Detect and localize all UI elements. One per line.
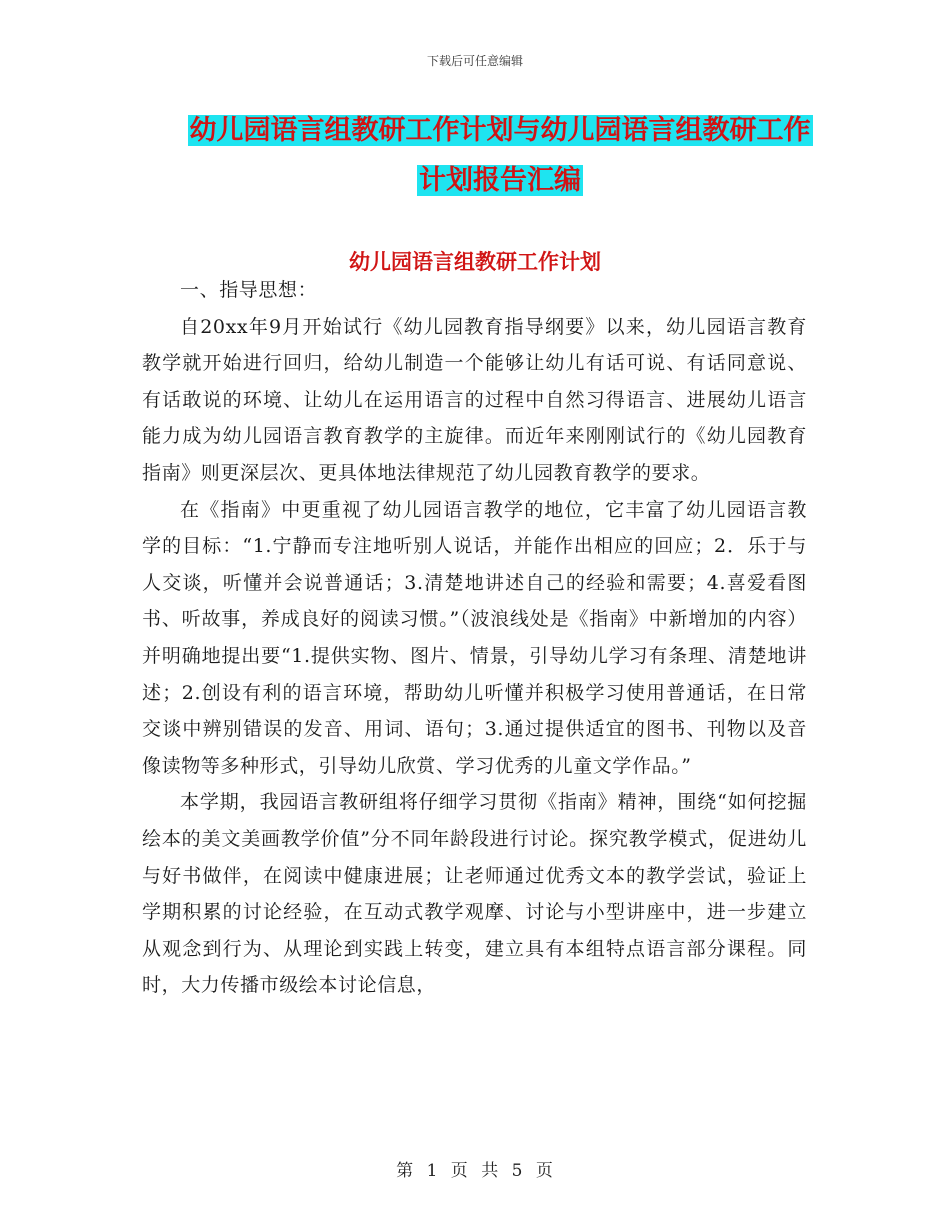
- paragraph-heading: 一、指导思想：: [180, 279, 318, 301]
- document-title: [150, 106, 850, 206]
- footer-middle: 页: [450, 1161, 469, 1181]
- paragraph: 在《指南》中更重视了幼儿园语言教学的地位，它丰富了幼儿园语言教学的目标：“1.宁静而专注地听别人说话，并能作出相应的回应；2．乐于与人交谈，听懂并会说普通话；3.清楚地讲述自己的经验和需要；4.喜爱看图书、听故事，养成良好的阅读习惯。”（波浪线处是《指南》中新增加的内容）并明确地提出要“1.提供实物、图片、情景，引导幼儿学习有条理、清楚地讲述；2.创设有利的语言环境，帮助幼儿听懂并积极学习使用普通话，在日常交谈中辨别错误的发音、用词、语句；3.通过提供适宜的图书、刊物以及音像读物等多种形式，引导幼儿欣赏、学习优秀的儿童文学作品。”: [142, 498, 807, 777]
- current-page-number: 1: [426, 1161, 439, 1181]
- paragraph: 自20xx年9月开始试行《幼儿园教育指导纲要》以来，幼儿园语言教育教学就开始进行回归，给幼儿制造一个能够让幼儿有话可说、有话同意说、有话敢说的环境、让幼儿在运用语言的过程中自然习得语言、进展幼儿语言能力成为幼儿园语言教育教学的主旋律。而近年来刚刚试行的《幼儿园教育指南》则更深层次、更具体地法律规范了幼儿园教育教学的要求。: [142, 315, 807, 484]
- document-title-line-2: 计划报告汇编: [419, 165, 581, 196]
- document-title-line-1: 幼儿园语言组教研工作计划与幼儿园语言组教研工作: [189, 115, 811, 146]
- footer-prefix: 第: [396, 1161, 415, 1181]
- document-body: [142, 272, 807, 1004]
- footer-suffix: 页: [535, 1161, 554, 1181]
- page-footer: [0, 1156, 950, 1181]
- page-header: 下载后可任意编辑: [426, 54, 523, 68]
- total-page-count: 5: [511, 1161, 524, 1181]
- section-title: 幼儿园语言组教研工作计划: [349, 249, 601, 274]
- paragraph: 本学期，我园语言教研组将仔细学习贯彻《指南》精神，围绕“如何挖掘绘本的美文美画教学价值”分不同年龄段进行讨论。探究教学模式，促进幼儿与好书做伴，在阅读中健康进展；让老师通过优秀文本的教学尝试，验证上学期积累的讨论经验，在互动式教学观摩、讨论与小型讲座中，进一步建立从观念到行为、从理论到实践上转变，建立具有本组特点语言部分课程。同时，大力传播市级绘本讨论信息，: [142, 791, 807, 997]
- footer-joiner: 共: [481, 1161, 500, 1181]
